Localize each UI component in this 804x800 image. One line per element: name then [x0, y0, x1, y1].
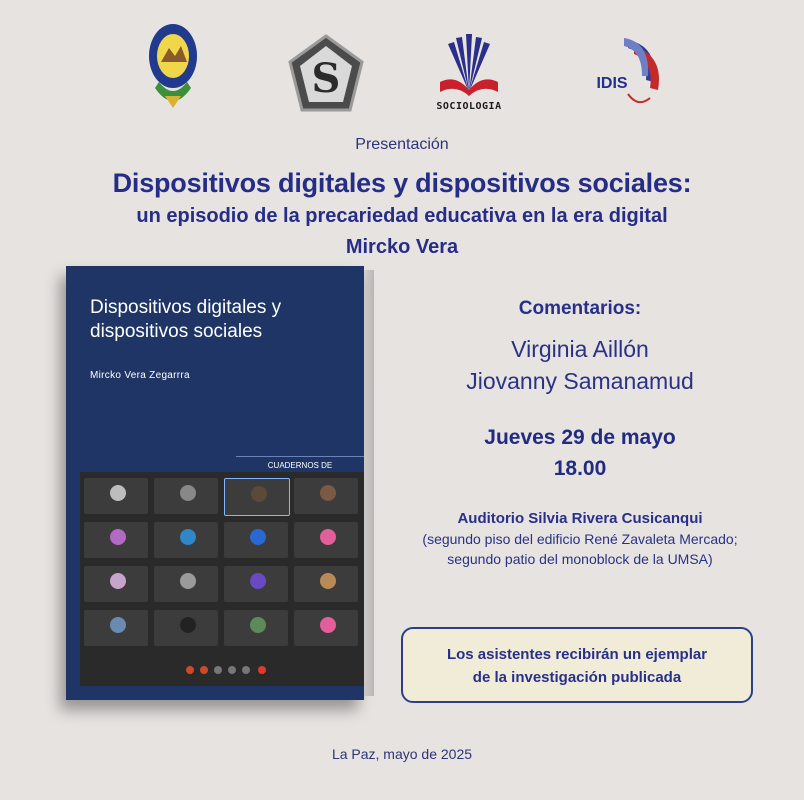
video-tile	[224, 610, 288, 646]
call-control-icon	[214, 666, 222, 674]
video-tile	[84, 566, 148, 602]
call-control-icon	[228, 666, 236, 674]
intro-text: Presentación	[355, 136, 449, 153]
video-tile	[84, 478, 148, 514]
book-spine	[364, 270, 374, 696]
book-title-line-1: Dispositivos digitales y	[90, 297, 282, 318]
notice-box	[401, 627, 753, 703]
video-tile	[84, 522, 148, 558]
book-cover	[66, 266, 364, 700]
logos-row	[0, 22, 804, 122]
notice-line-1: Los asistentes recibirán un ejemplar	[446, 646, 708, 663]
video-tile	[294, 478, 358, 514]
call-control-icon	[186, 666, 194, 674]
hang-up-icon	[258, 666, 266, 674]
call-control-icon	[200, 666, 208, 674]
sociologia-logo	[436, 34, 502, 112]
carrera-sociologia-emblem	[288, 34, 364, 114]
video-tile	[294, 522, 358, 558]
commentator-1: Virginia Aillón	[511, 336, 649, 362]
notice-line-2: de la investigación publicada	[472, 669, 682, 686]
venue-detail-2: segundo patio del monoblock de la UMSA)	[447, 551, 713, 567]
video-tile	[154, 522, 218, 558]
comments-label: Comentarios:	[518, 298, 642, 319]
video-tile	[154, 478, 218, 514]
event-venue: Auditorio Silvia Rivera Cusicanqui	[457, 510, 703, 527]
video-tile	[224, 566, 288, 602]
svg-text:IDIS: IDIS	[596, 75, 628, 92]
book-author: Mircko Vera Zegarrra	[90, 370, 190, 381]
video-call-image	[80, 472, 364, 686]
umsa-crest-logo	[147, 22, 199, 112]
book-rays-icon	[436, 34, 502, 96]
idis-logo	[588, 36, 664, 108]
event-date: Jueves 29 de mayo	[484, 426, 676, 449]
commentator-2: Jiovanny Samanamud	[466, 368, 694, 394]
page-title: Dispositivos digitales y dispositivos sociales:	[112, 168, 692, 198]
event-time: 18.00	[553, 457, 607, 480]
svg-text:S: S	[311, 55, 341, 102]
call-control-icon	[242, 666, 250, 674]
video-tile	[294, 610, 358, 646]
video-tile	[84, 610, 148, 646]
sociologia-text: SOCIOLOGIA	[436, 101, 502, 112]
book-title	[90, 296, 350, 344]
book-title-line-2: dispositivos sociales	[90, 321, 263, 342]
footer-text: La Paz, mayo de 2025	[331, 746, 473, 762]
venue-detail-1: (segundo piso del edificio René Zavaleta Mercado;	[422, 531, 738, 547]
author-name: Mircko Vera	[345, 236, 459, 258]
video-tile	[154, 610, 218, 646]
book-series: CUADERNOS DE	[236, 456, 364, 473]
video-tile	[224, 478, 290, 516]
video-tile	[294, 566, 358, 602]
video-tile	[224, 522, 288, 558]
page-subtitle: un episodio de la precariedad educativa en la era digital	[136, 205, 668, 227]
video-tile	[154, 566, 218, 602]
